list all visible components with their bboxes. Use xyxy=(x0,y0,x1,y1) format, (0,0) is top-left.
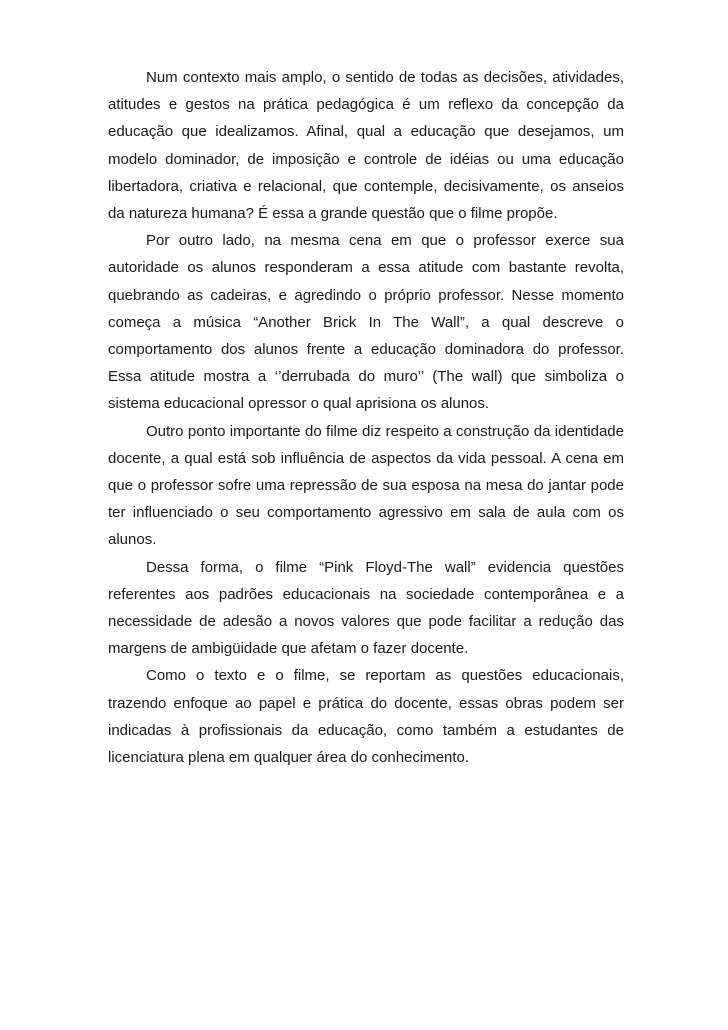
paragraph-context: Num contexto mais amplo, o sentido de todas as decisões, atividades, atitudes e gestos na prática pedagógica é um reflexo da concepção da educação que idealizamos. Afinal, qual a educação que desejamos, um modelo dominador, de imposição e controle de idéias ou uma educação libertadora, criativa e relacional, que contemple, decisivamente, os anseios da natureza humana? É essa a grande questão que o filme propõe. xyxy=(108,69,624,223)
paragraph-teacher-identity: Outro ponto importante do filme diz respeito a construção da identidade docente, a qual está sob influência de aspectos da vida pessoal. A cena em que o professor sofre uma repressão de sua esposa na mesa do jantar pode ter influenciado o seu comportamento agressivo em sala de aula com os alunos. xyxy=(108,422,624,549)
paragraph-conclusion: Como o texto e o filme, se reportam as questões educacionais, trazendo enfoque ao papel e prática do docente, essas obras podem ser indicadas à profissionais da educação, como também a estudantes de licenciatura plena em qualquer área do conhecimento. xyxy=(108,667,624,767)
document-body xyxy=(108,64,624,771)
paragraph-classroom-scene: Por outro lado, na mesma cena em que o professor exerce sua autoridade os alunos responderam a essa atitude com bastante revolta, quebrando as cadeiras, e agredindo o próprio professor. Nesse momento começa a música “Another Brick In The Wall”, a qual descreve o comportamento dos alunos frente a educação dominadora do professor. Essa atitude mostra a ‘’derrubada do muro’’ (The wall) que simboliza o sistema educacional opressor o qual aprisiona os alunos. xyxy=(108,232,624,413)
paragraph-film-evidence: Dessa forma, o filme “Pink Floyd-The wall” evidencia questões referentes aos padrões educacionais na sociedade contemporânea e a necessidade de adesão a novos valores que pode facilitar a redução das margens de ambigüidade que afetam o fazer docente. xyxy=(108,558,624,658)
